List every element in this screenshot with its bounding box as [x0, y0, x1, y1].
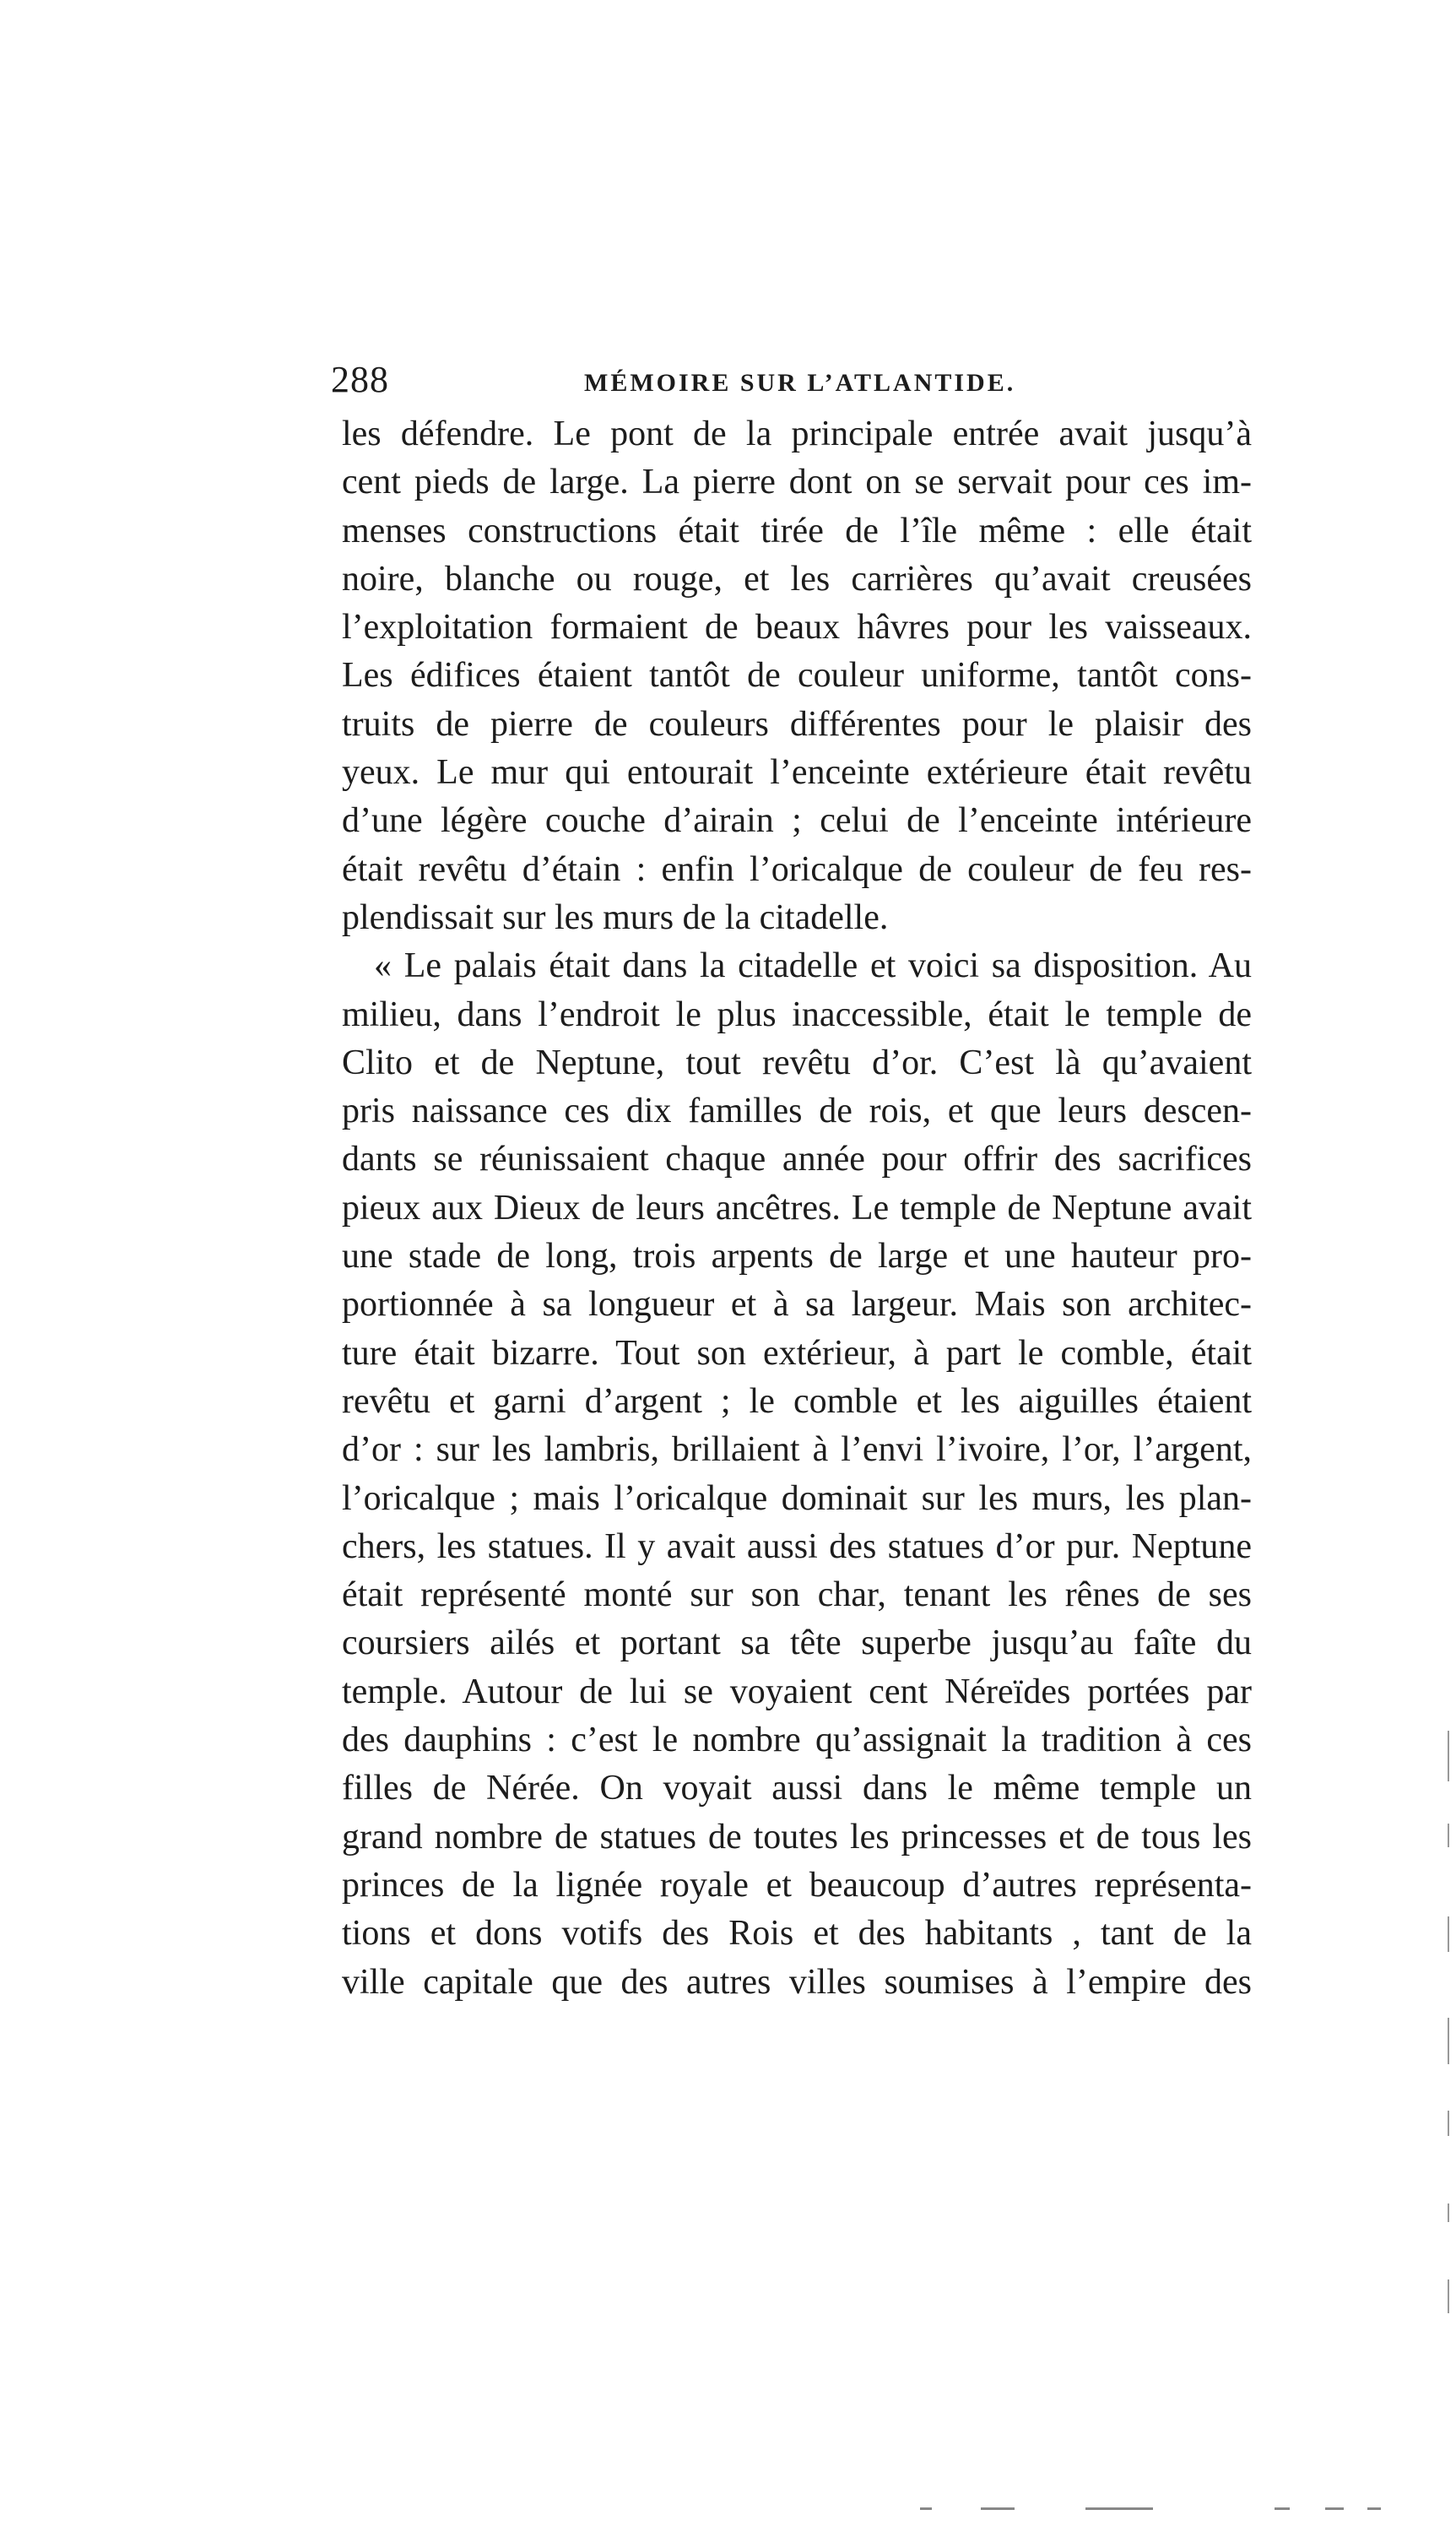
page-number: 288 — [331, 359, 389, 400]
text-line: une stade de long, trois arpents de large et une hauteur pro- — [342, 1237, 1252, 1277]
text-line: était revêtu d’étain : enfin l’oricalque de couleur de feu res- — [342, 849, 1252, 889]
text-line: milieu, dans l’endroit le plus inaccessible, était le temple de — [342, 995, 1252, 1034]
scan-mark — [1275, 2507, 1290, 2510]
text-line: ville capitale que des autres villes soumises à l’empire des — [342, 1962, 1252, 2002]
text-line: cent pieds de large. La pierre dont on se servait pour ces im- — [342, 463, 1252, 502]
scan-bottom-marks — [920, 2507, 1393, 2511]
text-line: tions et dons votifs des Rois et des habitants , tant de la — [342, 1914, 1252, 1954]
text-line: chers, les statues. Il y avait aussi des statues d’or pur. Neptune — [342, 1526, 1252, 1566]
text-line: pieux aux Dieux de leurs ancêtres. Le temple de Neptune avait — [342, 1188, 1252, 1228]
scan-mark — [1367, 2507, 1381, 2510]
text-line: pris naissance ces dix familles de rois, et que leurs descen- — [342, 1092, 1252, 1131]
scan-mark — [1448, 2111, 1449, 2136]
text-line: plendissait sur les murs de la citadelle. — [342, 897, 889, 937]
scan-mark — [920, 2507, 932, 2510]
text-line: Clito et de Neptune, tout revêtu d’or. C’est là qu’avaient — [342, 1043, 1252, 1082]
text-line: dants se réunissaient chaque année pour offrir des sacrifices — [342, 1140, 1252, 1179]
text-line: coursiers ailés et portant sa tête superbe jusqu’au faîte du — [342, 1623, 1252, 1663]
scan-mark — [1448, 2203, 1449, 2222]
scan-mark — [1448, 1916, 1449, 1952]
text-line: menses constructions était tirée de l’île même : elle était — [342, 511, 1252, 550]
scan-mark — [1085, 2507, 1153, 2510]
text-line: yeux. Le mur qui entourait l’enceinte extérieure était revêtu — [342, 753, 1252, 793]
page-header — [331, 355, 1251, 405]
scan-mark — [1448, 2018, 1449, 2064]
text-line: princes de la lignée royale et beaucoup d’autres représenta- — [342, 1865, 1252, 1905]
text-line: était représenté monté sur son char, tenant les rênes de ses — [342, 1575, 1252, 1615]
text-line: d’une légère couche d’airain ; celui de l’enceinte intérieure — [342, 801, 1252, 841]
text-line: l’exploitation formaient de beaux hâvres pour les vaisseaux. — [342, 608, 1252, 648]
scan-mark — [1448, 2279, 1449, 2313]
text-line: noire, blanche ou rouge, et les carrières qu’avait creusées — [342, 559, 1252, 599]
scan-mark — [1325, 2507, 1344, 2510]
scan-edge-marks — [1448, 1731, 1453, 2322]
text-line: d’or : sur les lambris, brillaient à l’envi l’ivoire, l’or, l’argent, — [342, 1430, 1252, 1470]
running-title: MÉMOIRE SUR L’ATLANTIDE. — [584, 369, 1016, 397]
text-line: des dauphins : c’est le nombre qu’assignait la tradition à ces — [342, 1721, 1252, 1760]
text-line: Les édifices étaient tantôt de couleur uniforme, tantôt cons- — [342, 656, 1252, 696]
scan-mark — [981, 2507, 1015, 2510]
text-line: ture était bizarre. Tout son extérieur, à part le comble, était — [342, 1333, 1252, 1373]
text-line: portionnée à sa longueur et à sa largeur. Mais son architec- — [342, 1285, 1252, 1325]
text-line: les défendre. Le pont de la principale entrée avait jusqu’à — [342, 415, 1252, 453]
text-line: truits de pierre de couleurs différentes pour le plaisir des — [342, 704, 1252, 744]
body-text — [342, 410, 1252, 2007]
text-line: grand nombre de statues de toutes les princesses et de tous les — [342, 1817, 1252, 1857]
text-line: « Le palais était dans la citadelle et voici sa disposition. Au — [374, 946, 1252, 986]
text-line: l’oricalque ; mais l’oricalque dominait sur les murs, les plan- — [342, 1478, 1252, 1518]
text-line: temple. Autour de lui se voyaient cent Néreïdes portées par — [342, 1672, 1252, 1711]
text-line: filles de Nérée. On voyait aussi dans le même temple un — [342, 1769, 1252, 1808]
scan-mark — [1448, 1824, 1449, 1847]
text-line: revêtu et garni d’argent ; le comble et les aiguilles étaient — [342, 1381, 1252, 1421]
scan-mark — [1448, 1731, 1449, 1781]
